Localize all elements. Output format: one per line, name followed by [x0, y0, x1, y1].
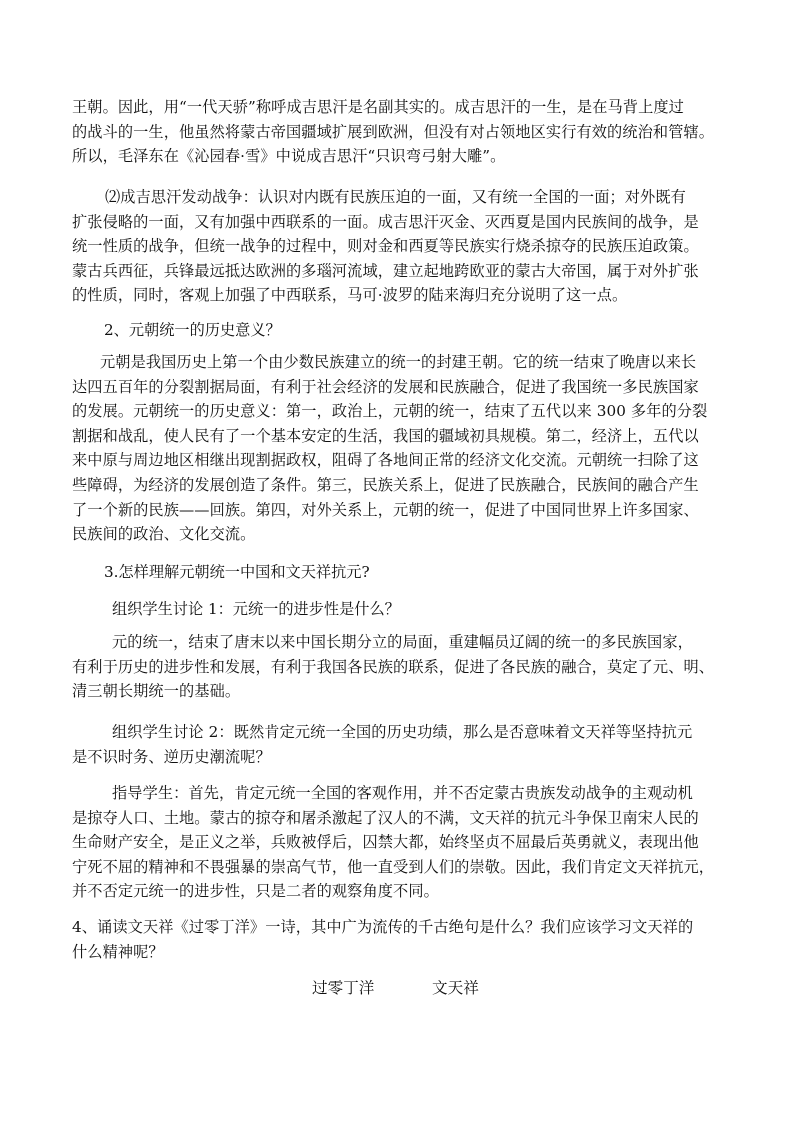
text-line: 扩张侵略的一面，又有加强中西联系的一面。成吉思汗灭金、灭西夏是国内民族间的战争，是 [72, 212, 699, 231]
text-line: 元的统一，结束了唐末以来中国长期分立的局面，重建幅员辽阔的统一的多民族国家， [112, 633, 693, 651]
text-line: 所以，毛泽东在《沁园春·雪》中说成吉思汗“只识弯弓射大雕”。 [72, 147, 506, 166]
text-line: 了一个新的民族——回族。第四，对外关系上，元朝的统一，促进了中国同世界上许多国家、 [72, 500, 699, 519]
paragraph-genghis-khan-wars [72, 185, 734, 308]
text-line: 有利于历史的进步性和发展，有利于我国各民族的联系，促进了各民族的融合，莫定了元、明、 [72, 657, 715, 676]
poem-author: 文天祥 [432, 979, 479, 997]
text-line: 是不识时务、逆历史潮流呢？ [72, 747, 271, 766]
paragraph-guide-students [72, 781, 734, 904]
discussion-2-prompt [72, 720, 734, 769]
question-3-heading: 3.怎样理解元朝统一中国和文天祥抗元? [104, 563, 370, 581]
poem-title: 过零丁洋 [312, 979, 375, 997]
text-line: 些障碍，为经济的发展创造了条件。第三，民族关系上，促进了民族融合，民族间的融合产生 [72, 475, 699, 494]
paragraph-genghis-khan-title [72, 95, 734, 169]
text-line: 达四五百年的分裂割据局面，有利于社会经济的发展和民族融合，促进了我国统一多民族国家 [72, 377, 699, 396]
text-line: 宁死不屈的精神和不畏强暴的崇高气节，他一直受到人们的崇敬。因此，我们肯定文天祥抗元， [72, 857, 715, 876]
text-line: 民族间的政治、文化交流。 [72, 525, 256, 544]
question-4-prompt [72, 915, 734, 964]
text-line: 生命财产安全，是正义之举，兵败被俘后，囚禁大都，始终坚贞不屈最后英勇就义，表现出他 [72, 833, 699, 852]
text-line: 什么精神呢？ [72, 942, 164, 961]
text-line: 元朝是我国历史上第一个由少数民族建立的统一的封建王朝。它的统一结束了晚唐以来长 [100, 353, 697, 371]
text-line: 并不否定元统一的进步性，只是二者的观察角度不同。 [72, 882, 439, 901]
text-line: 清三朝长期统一的基础。 [72, 682, 241, 701]
text-line: 来中原与周边地区相继出现割据政权，阻碍了各地间正常的经济文化交流。元朝统一扫除了这 [72, 451, 699, 470]
text-line: 是掠夺人口、土地。蒙古的掠夺和屠杀激起了汉人的不满，文天祥的抗元斗争保卫南宋人民的 [72, 808, 699, 827]
paragraph-yuan-progressiveness [72, 630, 734, 704]
text-line: 的战斗的一生，他虽然将蒙古帝国疆域扩展到欧洲，但没有对占领地区实行有效的统治和管辖。 [72, 122, 715, 141]
discussion-1-prompt: 组织学生讨论 1：元统一的进步性是什么？ [112, 600, 400, 618]
text-line: 王朝。因此，用“一代天骄”称呼成吉思汗是名副其实的。成吉思汗的一生，是在马背上度过 [72, 98, 684, 116]
text-line: 割据和战乱，使人民有了一个基本安定的生活，我国的疆域初具规模。第二，经济上，五代以 [72, 426, 699, 445]
text-line: 统一性质的战争，但统一战争的过程中，则对金和西夏等民族实行烧杀掠夺的民族压迫政策。 [72, 237, 699, 256]
text-line: 4、诵读文天祥《过零丁洋》一诗，其中广为流传的千古绝句是什么？我们应该学习文天祥的 [72, 918, 694, 936]
text-line: 指导学生：首先，肯定元统一全国的客观作用，并不否定蒙古贵族发动战争的主观动机 [112, 784, 693, 802]
text-line: 的性质，同时，客观上加强了中西联系，马可·波罗的陆来海归充分说明了这一点。 [72, 286, 628, 305]
text-line: 组织学生讨论 2：既然肯定元统一全国的历史功绩，那么是否意味着文天祥等坚持抗元 [112, 723, 693, 741]
text-line: ⑵成吉思汗发动战争：认识对内既有民族压迫的一面，又有统一全国的一面；对外既有 [105, 188, 686, 206]
text-line: 蒙古兵西征，兵锋最远抵达欧洲的多瑙河流域，建立起地跨欧亚的蒙古大帝国，属于对外扩张 [72, 261, 699, 280]
question-2-heading: 2、元朝统一的历史意义？ [104, 321, 281, 339]
paragraph-yuan-unification-significance [72, 350, 734, 547]
text-line: 的发展。元朝统一的历史意义：第一，政治上，元朝的统一，结束了五代以来 300 多年的分裂 [72, 402, 708, 421]
